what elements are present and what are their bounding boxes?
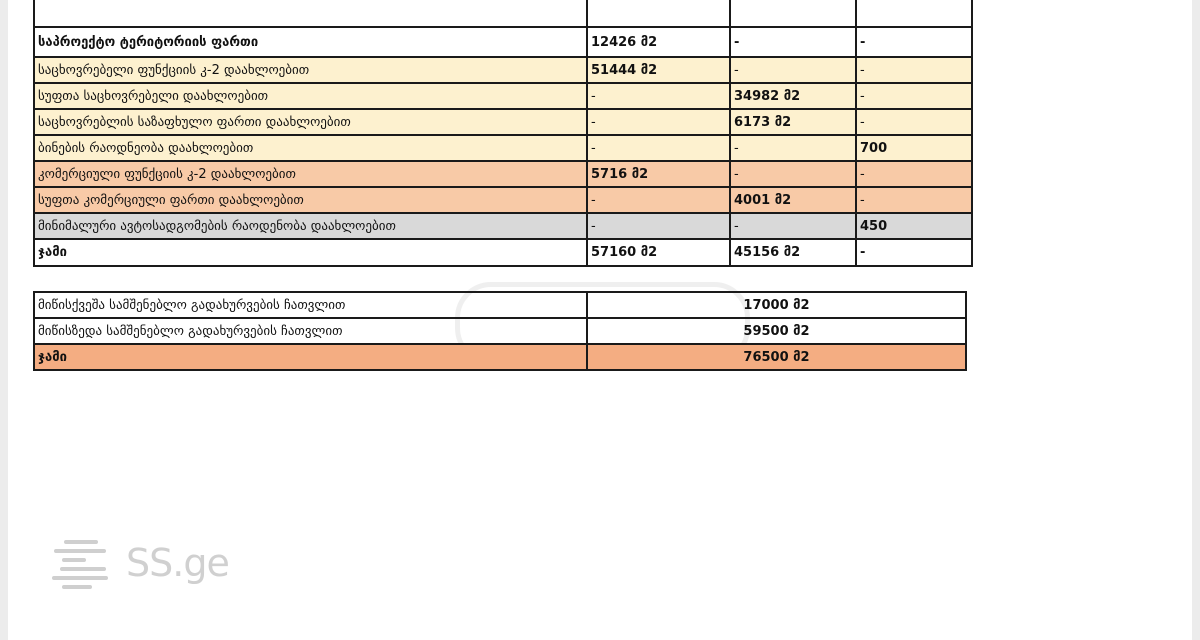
row-value-v3 [856, 0, 972, 27]
row-value-v1: - [587, 187, 730, 213]
area-row [34, 292, 966, 318]
building-area-table [33, 291, 967, 371]
row-value-v2: 4001 მ2 [730, 187, 856, 213]
row-value-v2: 45156 მ2 [730, 239, 856, 266]
row-label: ბინების რაოდნეობა დაახლოებით [34, 135, 587, 161]
table-row [34, 83, 972, 109]
row-value-v3: - [856, 83, 972, 109]
area-row-value: 59500 მ2 [587, 318, 966, 344]
row-value-v3: 450 [856, 213, 972, 239]
row-value-v3: 700 [856, 135, 972, 161]
table-row [34, 57, 972, 83]
row-label: კომერციული ფუნქციის კ-2 დაახლოებით [34, 161, 587, 187]
row-value-v1: - [587, 83, 730, 109]
row-value-v1: 57160 მ2 [587, 239, 730, 266]
row-value-v1: - [587, 135, 730, 161]
table-row [34, 161, 972, 187]
row-value-v1: 5716 მ2 [587, 161, 730, 187]
ss-logo-lines-icon [50, 536, 112, 590]
logo-text: SS.ge [126, 541, 229, 585]
row-value-v2: - [730, 135, 856, 161]
area-row-value: 17000 მ2 [587, 292, 966, 318]
page-edge-right [1192, 0, 1200, 640]
table-row [34, 135, 972, 161]
row-label: საცხოვრებლის საზაფხულო ფართი დაახლოებით [34, 109, 587, 135]
area-row-label: მიწისქვეშა სამშენებლო გადახურვების ჩათვლით [34, 292, 587, 318]
area-row [34, 318, 966, 344]
row-value-v3: - [856, 57, 972, 83]
row-label: საცხოვრებელი ფუნქციის კ-2 დაახლოებით [34, 57, 587, 83]
row-label: ჯამი [34, 239, 587, 266]
header-blank-row [34, 0, 972, 27]
row-value-v1: - [587, 213, 730, 239]
row-value-v3: - [856, 27, 972, 57]
row-value-v2: - [730, 27, 856, 57]
ss-ge-logo [50, 536, 229, 590]
row-value-v1: 12426 მ2 [587, 27, 730, 57]
total-row [34, 239, 972, 266]
area-row-value: 76500 მ2 [587, 344, 966, 370]
row-value-v3: - [856, 187, 972, 213]
project-summary-table [33, 0, 973, 267]
row-label: საპროექტო ტერიტორიის ფართი [34, 27, 587, 57]
row-value-v2: 6173 მ2 [730, 109, 856, 135]
row-value-v1: 51444 მ2 [587, 57, 730, 83]
row-value-v3: - [856, 161, 972, 187]
row-value-v1: - [587, 109, 730, 135]
table-row [34, 187, 972, 213]
row-value-v2: - [730, 161, 856, 187]
row-value-v2: - [730, 213, 856, 239]
table-row [34, 109, 972, 135]
row-value-v3: - [856, 239, 972, 266]
row-value-v2 [730, 0, 856, 27]
row-label: სუფთა კომერციული ფართი დაახლოებით [34, 187, 587, 213]
page-edge-left [0, 0, 8, 640]
row-value-v2: - [730, 57, 856, 83]
area-row-label: მიწისზედა სამშენებლო გადახურვების ჩათვლით [34, 318, 587, 344]
row-label: მინიმალური ავტოსადგომების რაოდენობა დაახლოებით [34, 213, 587, 239]
area-total-row [34, 344, 966, 370]
row-label: სუფთა საცხოვრებელი დაახლოებით [34, 83, 587, 109]
row-value-v3: - [856, 109, 972, 135]
table-row [34, 213, 972, 239]
row-value-v1 [587, 0, 730, 27]
row-label [34, 0, 587, 27]
area-row-label: ჯამი [34, 344, 587, 370]
row-value-v2: 34982 მ2 [730, 83, 856, 109]
table-row [34, 27, 972, 57]
